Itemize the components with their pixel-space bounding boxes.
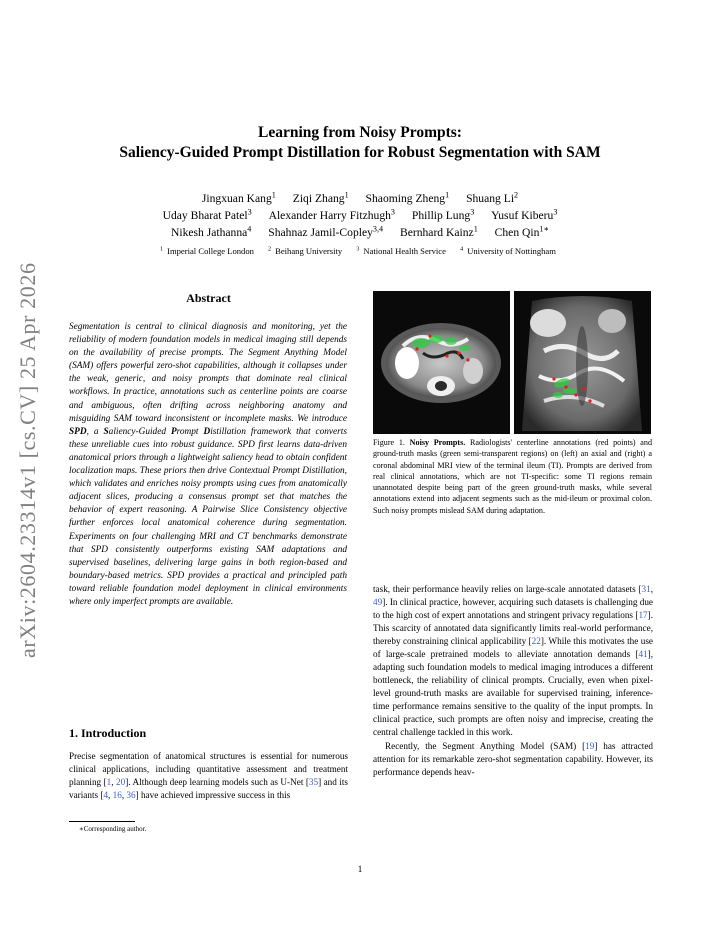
- citation-link[interactable]: 4: [103, 790, 109, 800]
- section-heading-introduction: 1. Introduction: [69, 726, 147, 740]
- author: Bernhard Kainz$^1$: [399, 224, 478, 239]
- citation-link[interactable]: 20: [116, 777, 126, 787]
- citation-link[interactable]: 19: [585, 741, 595, 751]
- author: Shaoming Zheng$^1$: [365, 190, 450, 205]
- footnote-rule: [69, 821, 135, 822]
- axial-mri-image: [373, 291, 510, 434]
- arxiv-sidebar-stamp: arXiv:2604.23314v1 [cs.CV] 25 Apr 2026: [15, 262, 40, 658]
- coronal-mri-image: [514, 291, 651, 434]
- citation-link[interactable]: 17: [638, 610, 648, 620]
- affiliation: $^1$ Imperial College London: [160, 246, 254, 256]
- citation-link[interactable]: 31: [641, 584, 651, 594]
- author: Uday Bharat Patel$^3$: [162, 207, 252, 222]
- author-row-3: [0, 224, 720, 241]
- citation-link[interactable]: 1: [106, 777, 112, 787]
- figure-1: [373, 291, 651, 434]
- abstract-heading: Abstract: [186, 291, 231, 305]
- paragraph: Recently, the Segment Anything Model (SAM) [19] has attracted attention for its remarkable zero-shot segmentation capability. However, its performance depends heav-: [373, 741, 653, 777]
- title-line-2: Saliency-Guided Prompt Distillation for Robust Segmentation with SAM: [119, 144, 601, 161]
- affiliation: $^2$ Beihang University: [268, 246, 343, 256]
- citation-link[interactable]: 22: [531, 636, 541, 646]
- author: Shahnaz Jamil-Copley$^{3,4}$: [268, 224, 384, 239]
- citation-link[interactable]: 36: [126, 790, 136, 800]
- author: Phillip Lung$^3$: [411, 207, 475, 222]
- affiliation: $^4$ University of Nottingham: [460, 246, 556, 256]
- paper-title: [0, 123, 720, 163]
- abstract-body: Segmentation is central to clinical diagnosis and monitoring, yet the reliability of modern foundation models in medical imaging still depends on the availability of precise prompts. The Segment Anything Model (SAM) offers powerful zero-shot capabilities, although it collapses under the weak, generic, and noisy prompts that dominate real clinical workflows. In practice, annotations such as centerline points are coarse and ambiguous, often drifting across neighboring anatomy and misguiding SAM toward inconsistent or incomplete masks. We introduce SPD, a Saliency-Guided Prompt Distillation framework that converts these unreliable cues into robust guidance. SPD first learns data-driven anatomical priors through a lightweight saliency head to obtain confident localization maps. These priors then drive Contextual Prompt Distillation, which validates and enriches noisy prompts using cues from anatomically adjacent slices, producing a consensus prompt set that matches the behavior of expert reasoning. A Pairwise Slice Consistency objective further enforces local anatomical coherence during segmentation. Experiments on four challenging MRI and CT benchmarks demonstrate that SPD consistently outperforms existing SAM adaptations and supervised baselines, delivering large gains in both region-based and boundary-based metrics. SPD provides a practical and principled path toward reliable foundation model deployment in clinical environments where only imperfect prompts are available.: [69, 322, 347, 607]
- author-row-2: [0, 207, 720, 224]
- affiliations: [0, 246, 720, 256]
- author: Yusuf Kiberu$^3$: [491, 207, 558, 222]
- author-row-1: [0, 190, 720, 207]
- author: Shuang Li$^2$: [466, 190, 519, 205]
- right-column-body: [373, 583, 653, 779]
- affiliation: $^3$ National Health Service: [356, 246, 446, 256]
- footnote-corresponding: ∗Corresponding author.: [79, 825, 147, 833]
- author: Chen Qin$^{1∗}$: [494, 224, 549, 239]
- citation-link[interactable]: 41: [638, 649, 648, 659]
- title-line-1: Learning from Noisy Prompts:: [258, 124, 462, 141]
- citation-link[interactable]: 35: [308, 777, 319, 787]
- figure-1-caption: Figure 1. Noisy Prompts. Radiologists' centerline annotations (red points) and ground-truth masks (green semi-transparent regions) on (left) an axial and (right) a coronal abdominal MRI view of the terminal ileum (TI). Prompts are derived from real clinical annotations, which are not TI-specific: some TI regions remain unannotated despite being part of the green ground-truth masks, while several annotations extend into adjacent segments such as the mid-ileum or proximal colon. Such noisy prompts mislead SAM during adaptation.: [373, 438, 652, 515]
- introduction-body: Precise segmentation of anatomical structures is essential for numerous clinical applications, including quantitative assessment and treatment planning [1, 20]. Although deep learning models such as U-Net [35] and its variants [4, 16, 36] have achieved impressive success in this: [69, 751, 348, 800]
- author: Ziqi Zhang$^1$: [292, 190, 349, 205]
- author-list: [0, 190, 720, 241]
- page-number: 1: [357, 865, 363, 875]
- citation-link[interactable]: 16: [112, 790, 122, 800]
- citation-link[interactable]: 49: [373, 597, 383, 607]
- paragraph: task, their performance heavily relies on large-scale annotated datasets [31, 49]. In clinical practice, however, acquiring such datasets is challenging due to the high cost of expert annotations and stringent privacy regulations [17]. This scarcity of annotated data significantly limits real-world performance, thereby constraining clinical applicability [22]. While this motivates the use of large-scale pretrained models to alleviate annotation demands [41], adapting such foundation models to medical imaging introduces a different bottleneck, the reliability of clinical prompts. Crucially, even when pixel-level ground-truth masks are available for supervised training, inference-time performance remains sensitive to the quality of the input prompts. In clinical practice, such prompts are often noisy and imprecise, creating the central challenge tackled in this work.: [373, 584, 654, 737]
- author: Nikesh Jathanna$^4$: [170, 224, 252, 239]
- author: Alexander Harry Fitzhugh$^3$: [268, 207, 395, 222]
- author: Jingxuan Kang$^1$: [201, 190, 276, 205]
